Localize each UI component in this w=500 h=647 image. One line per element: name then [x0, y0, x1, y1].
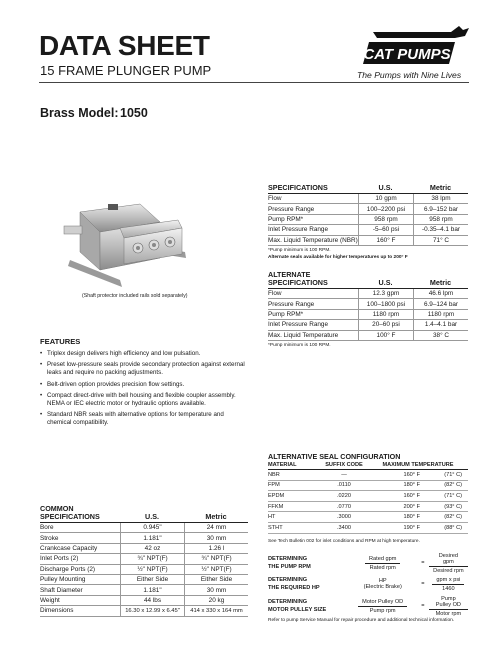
common-specifications-table: [40, 505, 248, 617]
table-row: Dimensions 16.30 x 12.99 x 6.45" 414 x 330 x 164 mm: [40, 606, 248, 616]
common-title-line2: SPECIFICATIONS: [40, 512, 100, 521]
table-row: Inlet Ports (2) ¾" NPT(F) ¾" NPT(F): [40, 554, 248, 564]
pump-illustration: [50, 182, 200, 292]
column-metric: Metric: [205, 512, 227, 521]
rpm-note: *Pump minimum is 100 RPM.: [268, 342, 331, 348]
table-row: Inlet Pressure Range -5–60 psi -0.35–4.1 bar: [268, 225, 468, 235]
seal-title: ALTERNATIVE SEAL CONFIGURATION: [268, 452, 401, 461]
list-item: • Compact direct-drive with bell housing and flexible coupler assembly. NEMA or IEC electric motor or hydraulic options available.: [40, 391, 236, 408]
service-manual-note: Refer to pump Service Manual for repair procedure and additional technical information.: [268, 618, 455, 623]
page-subtitle: 15 FRAME PLUNGER PUMP: [40, 63, 212, 78]
column-us: U.S.: [378, 183, 393, 192]
table-header: [268, 183, 468, 194]
tagline: The Pumps with Nine Lives: [357, 70, 462, 80]
formula-pump-rpm: DETERMINING THE PUMP RPM $\frac{\text{Rated gpm}}{\text{Rated rpm}}$ = $\frac{\text{Desired gpm}}{\text{Desired rpm}}$: [268, 553, 468, 573]
model-label: Brass Model:: [40, 106, 119, 120]
common-title-line1: COMMON: [40, 504, 74, 513]
table-row: Pressure Range 100–2200 psi 6.9–152 bar: [268, 204, 468, 214]
alternate-title-line1: ALTERNATE: [268, 270, 311, 279]
formulas-section: [268, 553, 468, 617]
table-row: FPM .0110 180° F (82° C): [268, 481, 468, 492]
column-us: U.S.: [145, 512, 159, 521]
header-divider: [39, 82, 469, 83]
table-row: Flow 10 gpm 38 lpm: [268, 194, 468, 204]
table-row: Max. Liquid Temperature (NBR) 160° F 71° C: [268, 236, 468, 246]
table-header: [268, 271, 468, 289]
formula-required-hp: DETERMINING THE REQUIRED HP HP (Electric Brake) = $\frac{\text{gpm x psi}}{1460}$: [268, 573, 468, 595]
table-row: FFKM .0770 200° F (93° C): [268, 502, 468, 513]
table-row: Inlet Pressure Range 20–60 psi 1.4–4.1 bar: [268, 320, 468, 330]
table-row: HT .3000 180° F (82° C): [268, 512, 468, 523]
formula-motor-pulley: DETERMINING MOTOR PULLEY SIZE $\frac{\text{Motor Pulley OD}}{\text{Pump rpm}}$ = $\frac{\text{Pump Pulley OD}}{\text{Motor rpm}}$: [268, 595, 468, 617]
seal-configuration-table: [268, 452, 468, 544]
table-row: Flow 12.3 gpm 46.6 lpm: [268, 289, 468, 299]
table-header: [40, 505, 248, 523]
list-item: • Triplex design delivers high efficiency and low pulsation.: [40, 350, 201, 357]
page-title: DATA SHEET: [39, 30, 210, 61]
alternate-title-line2: SPECIFICATIONS: [268, 278, 328, 287]
seal-note: Alternate seals available for higher temperatures up to 200° F: [268, 254, 408, 260]
tech-bulletin-note: See Tech Bulletin 002 for inlet conditions and RPM at high temperature.: [268, 538, 420, 544]
rpm-note: *Pump minimum is 100 RPM.: [268, 247, 331, 253]
table-row: NBR — 160° F (71° C): [268, 470, 468, 481]
column-material: MATERIAL: [268, 462, 297, 468]
table-row: Max. Liquid Temperature 100° F 38° C: [268, 331, 468, 341]
alternate-specifications-table: [268, 271, 468, 348]
table-row: Pressure Range 100–1800 psi 6.9–124 bar: [268, 299, 468, 309]
logo-text: CAT PUMPS: [363, 46, 451, 63]
list-item: • Preset low-pressure seals provide secondary protection against external leaks and require no packing adjustments.: [40, 361, 245, 377]
table-row: Pump RPM* 1180 rpm 1180 rpm: [268, 310, 468, 320]
table-row: Discharge Ports (2) ½" NPT(F) ½" NPT(F): [40, 565, 248, 575]
column-temperature: MAXIMUM TEMPERATURE: [382, 462, 454, 468]
model-number: 1050: [120, 106, 148, 120]
table-row: Pulley Mounting Either Side Either Side: [40, 575, 248, 585]
features-title: FEATURES: [40, 337, 81, 346]
specifications-table: [268, 183, 468, 260]
table-header: [268, 461, 468, 470]
table-row: Weight 44 lbs 20 kg: [40, 596, 248, 606]
column-metric: Metric: [429, 278, 452, 287]
column-metric: Metric: [429, 183, 452, 192]
table-row: Stroke 1.181" 30 mm: [40, 533, 248, 543]
table-row: Shaft Diameter 1.181" 30 mm: [40, 585, 248, 595]
list-item: • Standard NBR seals with alternative options for temperature and chemical compatibility.: [40, 411, 224, 427]
specifications-title: SPECIFICATIONS: [268, 183, 328, 192]
features-section: [40, 337, 245, 431]
column-us: U.S.: [378, 278, 393, 287]
table-row: STHT .3400 190° F (88° C): [268, 523, 468, 534]
table-row: Pump RPM* 958 rpm 958 rpm: [268, 215, 468, 225]
column-suffix: SUFFIX CODE: [325, 462, 363, 468]
pump-caption: (Shaft protector included rails sold separately): [82, 293, 188, 299]
list-item: • Belt-driven option provides precision flow settings.: [40, 380, 185, 388]
table-row: Crankcase Capacity 42 oz 1.26 l: [40, 544, 248, 554]
table-row: Bore 0.945" 24 mm: [40, 523, 248, 533]
table-row: EPDM .0220 160° F (71° C): [268, 491, 468, 502]
